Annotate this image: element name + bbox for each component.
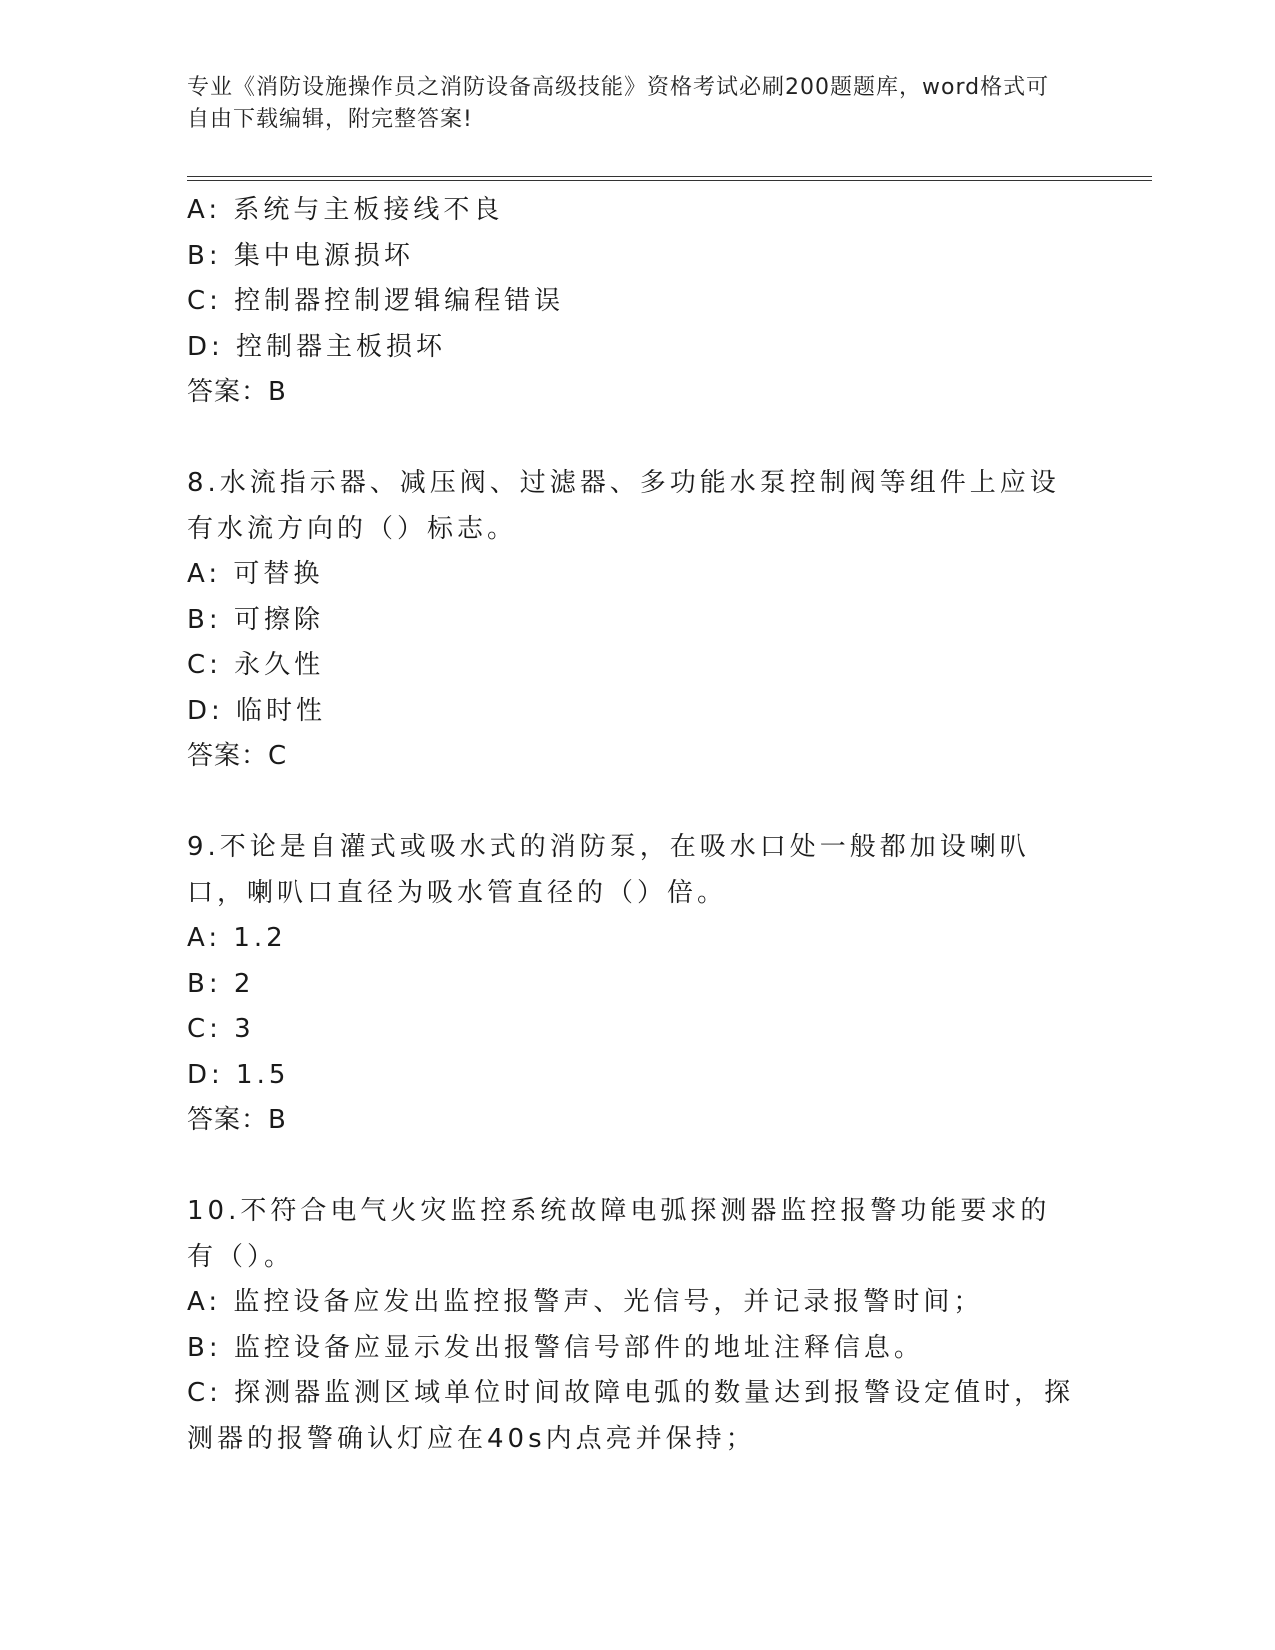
option-b: B: 可擦除	[187, 604, 324, 635]
question-text: 10.不符合电气火灾监控系统故障电弧探测器监控报警功能要求的有（）。	[187, 1196, 1051, 1272]
option-a: A: 可替换	[187, 559, 324, 589]
question-8-block	[187, 461, 1077, 780]
option-a: A: 监控设备应发出监控报警声、光信号，并记录报警时间；	[187, 1287, 984, 1317]
question-7-block	[187, 188, 1077, 416]
answer-line: 答案：B	[187, 1105, 287, 1135]
option-c: C: 控制器控制逻辑编程错误	[187, 286, 565, 316]
document-intro: 专业《消防设施操作员之消防设备高级技能》资格考试必刷200题题库，word格式可自由下载编辑，附完整答案!	[187, 75, 1050, 132]
answer-line: 答案：B	[187, 377, 287, 407]
option-b: B: 集中电源损坏	[187, 240, 414, 271]
option-b: B: 监控设备应显示发出报警信号部件的地址注释信息。	[187, 1332, 924, 1363]
header-divider-bottom	[187, 180, 1152, 181]
question-list	[187, 188, 1077, 1462]
spacer	[187, 780, 1077, 826]
question-10-block	[187, 1189, 1077, 1462]
spacer	[187, 1144, 1077, 1190]
option-c: C: 3	[187, 1014, 255, 1044]
option-a: A: 系统与主板接线不良	[187, 195, 504, 225]
option-b: B: 2	[187, 968, 255, 999]
option-d: D: 临时性	[187, 695, 327, 726]
option-d: D: 1.5	[187, 1059, 290, 1090]
option-c: C: 永久性	[187, 650, 325, 680]
answer-line: 答案：C	[187, 741, 288, 771]
question-text: 9.不论是自灌式或吸水式的消防泵，在吸水口处一般都加设喇叭口，喇叭口直径为吸水管直径的（）倍。	[187, 832, 1030, 908]
option-d: D: 控制器主板损坏	[187, 331, 447, 362]
option-a: A: 1.2	[187, 923, 287, 953]
spacer	[187, 416, 1077, 462]
option-c: C: 探测器监测区域单位时间故障电弧的数量达到报警设定值时，探测器的报警确认灯应在40s内点亮并保持；	[187, 1378, 1075, 1454]
question-9-block	[187, 825, 1077, 1144]
question-text: 8.水流指示器、减压阀、过滤器、多功能水泵控制阀等组件上应设有水流方向的（）标志。	[187, 468, 1060, 544]
header-divider-top	[187, 176, 1152, 177]
